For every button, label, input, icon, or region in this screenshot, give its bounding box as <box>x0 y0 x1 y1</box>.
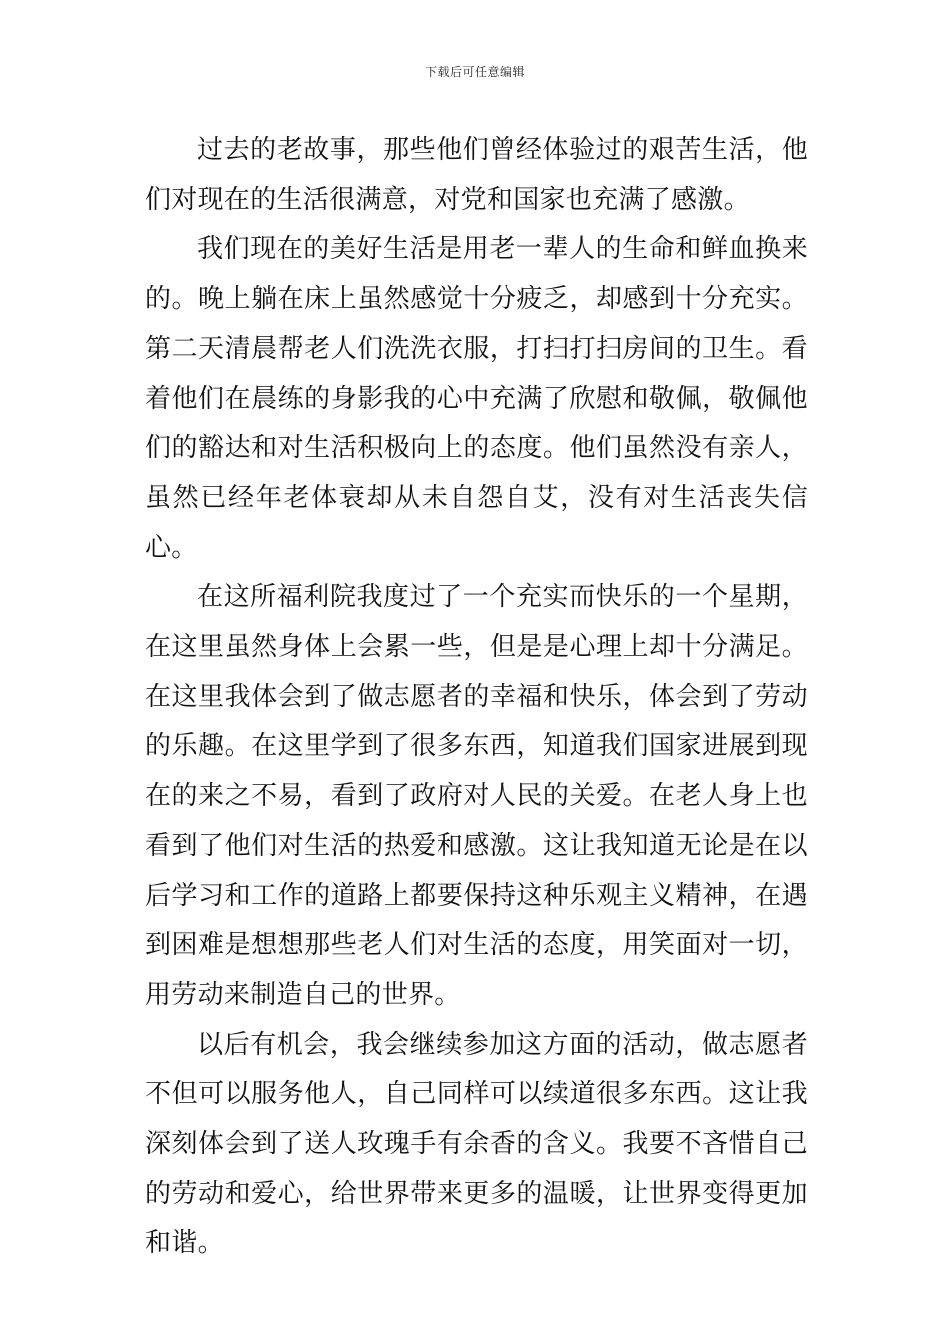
page-header: 下载后可任意编辑 <box>424 65 525 79</box>
paragraph-2: 我们现在的美好生活是用老一辈人的生命和鲜血换来的。晚上躺在床上虽然感觉十分疲乏，却感到十分充实。第二天清晨帮老人们洗洗衣服，打扫打扫房间的卫生。看着他们在晨练的身影我的心中充满了欣慰和敬佩，敬佩他们的豁达和对生活积极向上的态度。他们虽然没有亲人，虽然已经年老体衰却从未自怨自艾，没有对生活丧失信心。 <box>145 234 808 563</box>
paragraph-4: 以后有机会，我会继续参加这方面的活动，做志愿者不但可以服务他人，自己同样可以续道很多东西。这让我深刻体会到了送人玫瑰手有余香的含义。我要不吝惜自己的劳动和爱心，给世界带来更多的温暖，让世界变得更加和谐。 <box>145 1029 808 1259</box>
paragraph-1: 过去的老故事，那些他们曾经体验过的艰苦生活，他们对现在的生活很满意，对党和国家也充满了感激。 <box>145 135 808 215</box>
document-body <box>145 126 808 1269</box>
paragraph-3: 在这所福利院我度过了一个充实而快乐的一个星期，在这里虽然身体上会累一些，但是是心理上却十分满足。在这里我体会到了做志愿者的幸福和快乐，体会到了劳动的乐趣。在这里学到了很多东西，知道我们国家进展到现在的来之不易，看到了政府对人民的关爱。在老人身上也看到了他们对生活的热爱和感激。这让我知道无论是在以后学习和工作的道路上都要保持这种乐观主义精神，在遇到困难是想想那些老人们对生活的态度，用笑面对一切，用劳动来制造自己的世界。 <box>145 582 808 1010</box>
